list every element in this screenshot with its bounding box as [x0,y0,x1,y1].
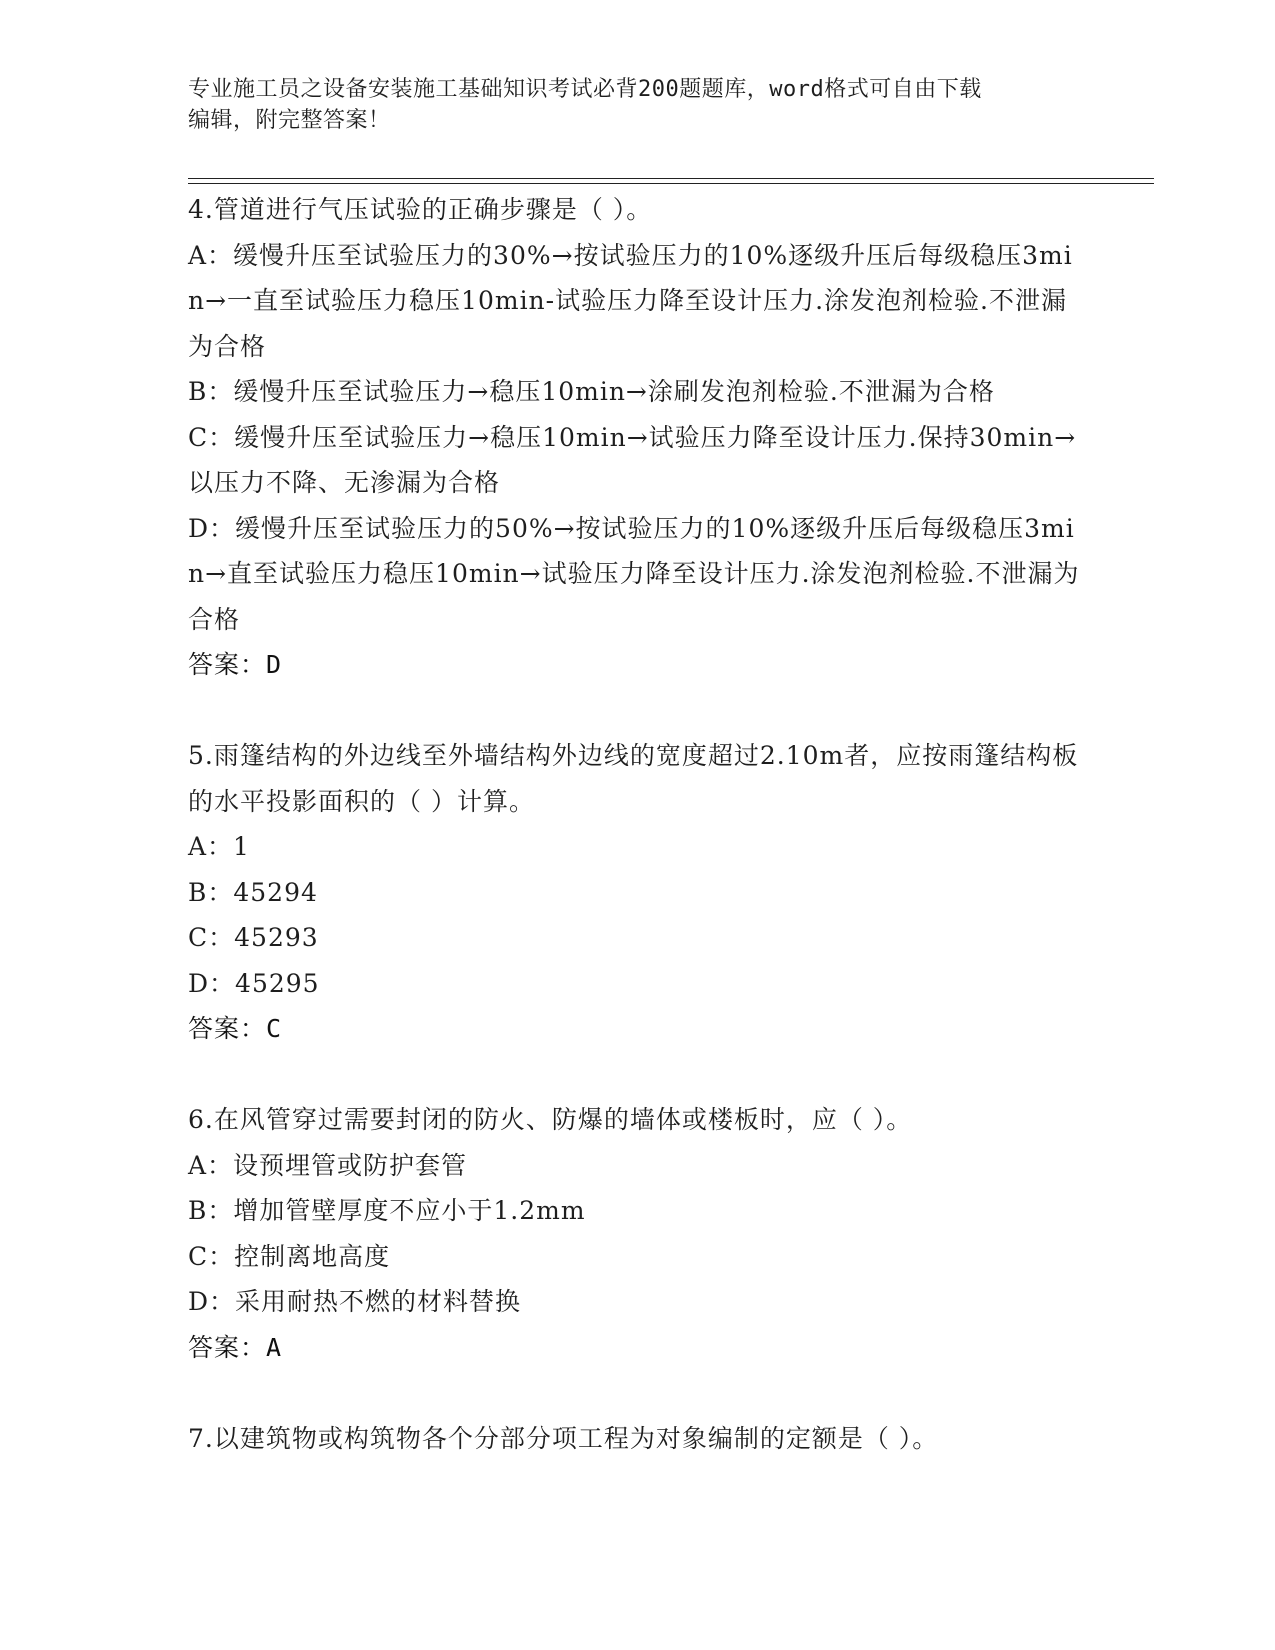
header-line-1: 专业施工员之设备安装施工基础知识考试必背200题题库，word格式可自由下载 [188,77,982,102]
option-d: D：缓慢升压至试验压力的50%→按试验压力的10%逐级升压后每级稳压3min→直至试验压力稳压10min→试验压力降至设计压力.涂发泡剂检验.不泄漏为合格 [188,513,1080,634]
option-b: B：45294 [188,877,318,907]
option-b: B：增加管壁厚度不应小于1.2mm [188,1196,586,1225]
option-c: C：45293 [188,923,319,952]
question-7 [188,1416,1088,1462]
spacer [188,1370,1088,1416]
question-stem: 6.在风管穿过需要封闭的防火、防爆的墙体或楼板时，应（ ）。 [188,1105,913,1134]
option-d: D：采用耐热不燃的材料替换 [188,1287,522,1316]
question-stem: 4.管道进行气压试验的正确步骤是（ ）。 [188,195,653,224]
spacer [188,1052,1088,1098]
option-a: A：1 [188,832,250,861]
question-stem: 5.雨篷结构的外边线至外墙结构外边线的宽度超过2.10m者，应按雨篷结构板的水平投影面积的（ ）计算。 [188,741,1079,816]
option-a: A：设预埋管或防护套管 [188,1150,468,1180]
question-5 [188,733,1088,1052]
header-line-2: 编辑，附完整答案！ [188,108,391,133]
option-b: B：缓慢升压至试验压力→稳压10min→涂刷发泡剂检验.不泄漏为合格 [188,377,995,406]
question-6 [188,1097,1088,1370]
option-a: A：缓慢升压至试验压力的30%→按试验压力的10%逐级升压后每级稳压3min→一直至试验压力稳压10min-试验压力降至设计压力.涂发泡剂检验.不泄漏为合格 [188,240,1073,361]
document-header [188,74,1088,136]
question-4 [188,187,1088,688]
question-list [188,187,1088,1461]
header-divider-bottom [188,183,1154,184]
option-d: D：45295 [188,968,320,998]
option-c: C：控制离地高度 [188,1241,391,1271]
option-c: C：缓慢升压至试验压力→稳压10min→试验压力降至设计压力.保持30min→以压力不降、无渗漏为合格 [188,422,1077,497]
answer-line: 答案：D [188,650,283,679]
answer-line: 答案：C [188,1014,283,1043]
answer-line: 答案：A [188,1332,283,1362]
header-divider-top [188,178,1154,179]
spacer [188,688,1088,734]
question-stem: 7.以建筑物或构筑物各个分部分项工程为对象编制的定额是（ ）。 [188,1423,939,1453]
